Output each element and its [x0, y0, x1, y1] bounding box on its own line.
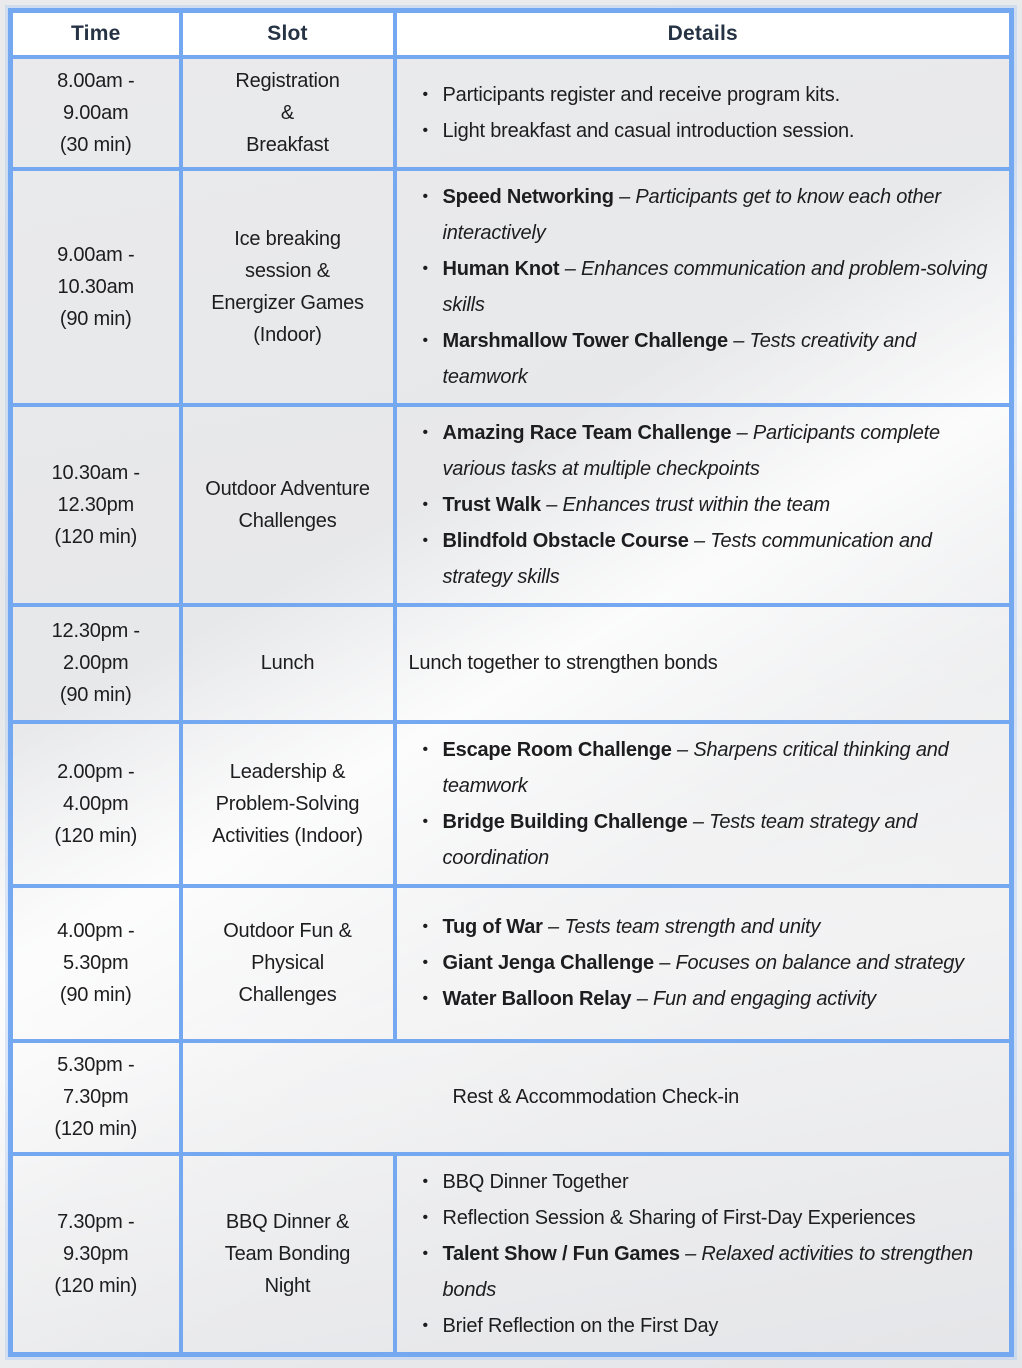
bullet-item — [397, 77, 1000, 113]
table-row — [11, 57, 1012, 169]
bullet-activity-name: Giant Jenga Challenge — [442, 952, 654, 974]
details-cell — [395, 1154, 1012, 1355]
slot-line: Breakfast — [246, 133, 329, 156]
time-line: 5.30pm — [62, 952, 129, 974]
bullet-text: Light breakfast and casual introduction session. — [442, 119, 855, 142]
bullet-icon: • — [422, 1244, 428, 1262]
column-header-time: Time — [11, 11, 181, 57]
bullet-activity-description: – Tests team strength and unity — [542, 916, 821, 938]
time-line: 2.00pm — [62, 652, 129, 674]
time-line: (90 min) — [59, 984, 132, 1006]
bullet-activity-name: Talent Show / Fun Games — [442, 1242, 680, 1265]
bullet-activity-name: Blindfold Obstacle Course — [442, 529, 689, 552]
bullet-item — [397, 251, 1000, 323]
details-cell: Lunch together to strengthen bonds — [395, 605, 1012, 722]
slot-cell — [181, 722, 395, 886]
bullet-icon: • — [422, 495, 428, 513]
bullet-item — [397, 179, 1000, 251]
time-line: 4.00pm - — [57, 920, 135, 942]
bullet-activity-description: – Relaxed activities to strengthen bonds — [442, 1242, 973, 1301]
slot-line: Activities (Indoor) — [212, 824, 363, 847]
header-row — [11, 11, 1012, 57]
bullet-item — [397, 945, 1000, 981]
bullet-item — [397, 1236, 1000, 1308]
slot-line: & — [280, 101, 295, 124]
bullet-activity-name: Water Balloon Relay — [442, 988, 632, 1010]
bullet-icon: • — [422, 1208, 428, 1226]
time-cell — [11, 1154, 181, 1355]
details-cell — [395, 405, 1012, 605]
bullet-icon: • — [422, 187, 428, 205]
bullet-activity-name: Escape Room Challenge — [442, 738, 672, 761]
bullet-activity-name: Trust Walk — [442, 493, 541, 516]
bullet-activity-name: Marshmallow Tower Challenge — [442, 329, 728, 352]
bullet-icon: • — [422, 531, 428, 549]
column-header-slot: Slot — [181, 11, 395, 57]
slot-line: Physical — [251, 952, 324, 974]
time-line: (90 min) — [59, 684, 132, 706]
bullet-item — [397, 487, 1000, 523]
slot-line: Ice breaking — [234, 227, 341, 250]
bullet-text: Participants register and receive program kits. — [442, 83, 840, 106]
bullet-activity-description: – Focuses on balance and strategy — [653, 952, 964, 974]
bullet-activity-description: – Tests team strategy and coordination — [442, 810, 918, 869]
time-line: 9.00am — [62, 101, 129, 124]
slot-line: Leadership & — [229, 760, 346, 783]
merged-details-cell: Rest & Accommodation Check-in — [181, 1041, 1012, 1154]
bullet-activity-name: Amazing Race Team Challenge — [442, 421, 732, 444]
time-line: 10.30am - — [51, 461, 140, 484]
slot-line: Lunch — [260, 652, 315, 674]
bullet-icon: • — [422, 918, 428, 935]
time-cell — [11, 1041, 181, 1154]
time-line: 2.00pm - — [57, 760, 135, 783]
table-header — [11, 11, 1012, 57]
slot-cell — [181, 886, 395, 1041]
bullet-item — [397, 415, 1000, 487]
bullet-icon: • — [422, 121, 428, 139]
bullet-activity-name: Speed Networking — [442, 185, 614, 208]
column-header-details: Details — [395, 11, 1012, 57]
slot-cell — [181, 605, 395, 722]
bullet-text: BBQ Dinner Together — [442, 1170, 629, 1193]
time-cell — [11, 886, 181, 1041]
time-line: (30 min) — [59, 133, 132, 156]
bullet-activity-description: – Participants get to know each other interactively — [442, 185, 941, 244]
time-cell — [11, 169, 181, 405]
time-line: (90 min) — [59, 307, 132, 330]
bullet-item — [397, 523, 1000, 595]
time-line: 9.30pm — [62, 1242, 129, 1265]
bullet-icon: • — [422, 85, 428, 103]
time-line: 12.30pm - — [51, 620, 140, 642]
details-cell — [395, 886, 1012, 1041]
bullet-text: Brief Reflection on the First Day — [442, 1314, 719, 1337]
bullet-activity-description: – Participants complete various tasks at multiple checkpoints — [442, 421, 940, 480]
bullet-icon: • — [422, 1316, 428, 1334]
slot-line: Registration — [235, 69, 340, 92]
time-line: (120 min) — [54, 525, 138, 548]
bullet-activity-description: – Enhances communication and problem-solving skills — [442, 257, 988, 316]
slot-cell — [181, 57, 395, 169]
table-row — [11, 1154, 1012, 1355]
bullet-icon: • — [422, 954, 428, 971]
bullet-text: Reflection Session & Sharing of First-Day Experiences — [442, 1206, 916, 1229]
bullet-item — [397, 1308, 1000, 1344]
time-cell — [11, 405, 181, 605]
slot-line: Outdoor Fun & — [223, 920, 352, 942]
time-line: 12.30pm — [57, 493, 134, 516]
time-line: 10.30am — [57, 275, 134, 298]
bullet-icon: • — [422, 740, 428, 758]
bullet-icon: • — [422, 331, 428, 349]
table-row — [11, 1041, 1012, 1154]
time-line: 8.00am - — [57, 69, 135, 92]
slot-line: Challenges — [238, 509, 337, 532]
slot-line: Outdoor Adventure — [205, 477, 370, 500]
time-cell — [11, 57, 181, 169]
bullet-activity-name: Human Knot — [442, 257, 560, 280]
slot-line: Team Bonding — [224, 1242, 351, 1265]
slot-line: session & — [245, 259, 330, 282]
bullet-activity-description: – Fun and engaging activity — [631, 988, 876, 1010]
time-line: (120 min) — [54, 1118, 138, 1140]
time-cell — [11, 722, 181, 886]
table-row — [11, 722, 1012, 886]
slot-line: Challenges — [238, 984, 337, 1006]
slot-cell — [181, 1154, 395, 1355]
time-line: (120 min) — [54, 824, 138, 847]
table-row — [11, 605, 1012, 722]
slot-line: Night — [264, 1274, 311, 1297]
bullet-activity-description: – Sharpens critical thinking and teamwork — [442, 738, 949, 797]
bullet-activity-description: – Tests creativity and teamwork — [442, 329, 916, 388]
bullet-item — [397, 909, 1000, 945]
bullet-item — [397, 1164, 1000, 1200]
time-line: (120 min) — [54, 1274, 138, 1297]
details-cell — [395, 57, 1012, 169]
slot-line: BBQ Dinner & — [225, 1210, 350, 1233]
details-cell — [395, 722, 1012, 886]
time-line: 7.30pm - — [57, 1210, 135, 1233]
time-line: 9.00am - — [57, 243, 135, 266]
table-row — [11, 405, 1012, 605]
schedule-table — [8, 8, 1014, 1357]
bullet-item — [397, 732, 1000, 804]
details-cell — [395, 169, 1012, 405]
bullet-icon: • — [422, 1172, 428, 1190]
bullet-icon: • — [422, 259, 428, 277]
bullet-item — [397, 1200, 1000, 1236]
bullet-item — [397, 323, 1000, 395]
time-line: 5.30pm - — [57, 1054, 135, 1076]
bullet-activity-name: Tug of War — [442, 916, 543, 938]
slot-line: Energizer Games — [211, 291, 364, 314]
slot-cell — [181, 169, 395, 405]
bullet-item — [397, 113, 1000, 149]
slot-line: (Indoor) — [253, 323, 322, 346]
slot-cell — [181, 405, 395, 605]
bullet-item — [397, 981, 1000, 1017]
schedule-body — [11, 57, 1012, 1355]
time-line: 4.00pm — [62, 792, 129, 815]
bullet-icon: • — [422, 990, 428, 1007]
bullet-item — [397, 804, 1000, 876]
bullet-activity-name: Bridge Building Challenge — [442, 810, 688, 833]
bullet-icon: • — [422, 423, 428, 441]
bullet-activity-description: – Tests communication and strategy skills — [442, 529, 932, 588]
table-row — [11, 169, 1012, 405]
time-line: 7.30pm — [62, 1086, 129, 1108]
bullet-activity-description: – Enhances trust within the team — [540, 493, 831, 516]
time-cell — [11, 605, 181, 722]
table-row — [11, 886, 1012, 1041]
slot-line: Problem-Solving — [215, 792, 360, 815]
bullet-icon: • — [422, 812, 428, 830]
